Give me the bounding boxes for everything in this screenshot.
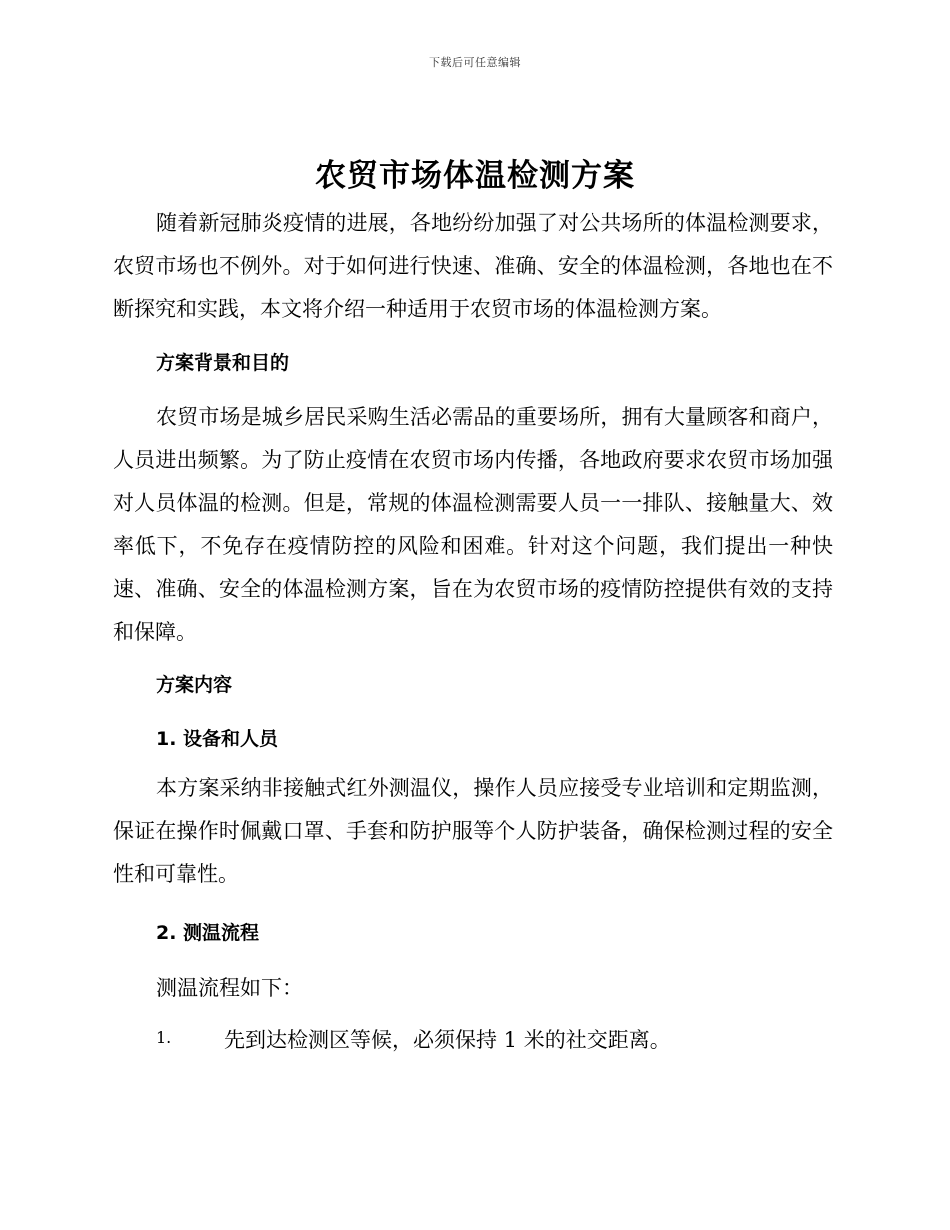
section-heading-background: 方案背景和目的 <box>156 352 290 374</box>
background-paragraph: 农贸市场是城乡居民采购生活必需品的重要场所，拥有大量顾客和商户，人员进出频繁。为了防止疫情在农贸市场内传播，各地政府要求农贸市场加强对人员体温的检测。但是，常规的体温检测需要人员一一排队、接触量大、效率低下，不免存在疫情防控的风险和困难。针对这个问题，我们提出一种快速、准确、安全的体温检测方案，旨在为农贸市场的疫情防控提供有效的支持和保障。 <box>113 405 833 644</box>
subsection-heading-process: 2. 测温流程 <box>156 922 260 944</box>
equipment-paragraph: 本方案采纳非接触式红外测温仪，操作人员应接受专业培训和定期监测，保证在操作时佩戴口罩、手套和防护服等个人防护装备，确保检测过程的安全性和可靠性。 <box>113 776 833 886</box>
intro-paragraph: 随着新冠肺炎疫情的进展，各地纷纷加强了对公共场所的体温检测要求，农贸市场也不例外。对于如何进行快速、准确、安全的体温检测，各地也在不断探究和实践，本文将介绍一种适用于农贸市场的体温检测方案。 <box>113 211 833 321</box>
subsection-heading-equipment: 1. 设备和人员 <box>156 728 279 750</box>
header-note: 下载后可任意编辑 <box>429 56 521 69</box>
list-item-text: 先到达检测区等候，必须保持 1 米的社交距离。 <box>224 1028 671 1052</box>
process-intro: 测温流程如下： <box>156 976 303 1000</box>
section-heading-content: 方案内容 <box>156 674 233 696</box>
document-title: 农贸市场体温检测方案 <box>315 158 635 194</box>
list-item-number: 1. <box>156 1028 172 1047</box>
